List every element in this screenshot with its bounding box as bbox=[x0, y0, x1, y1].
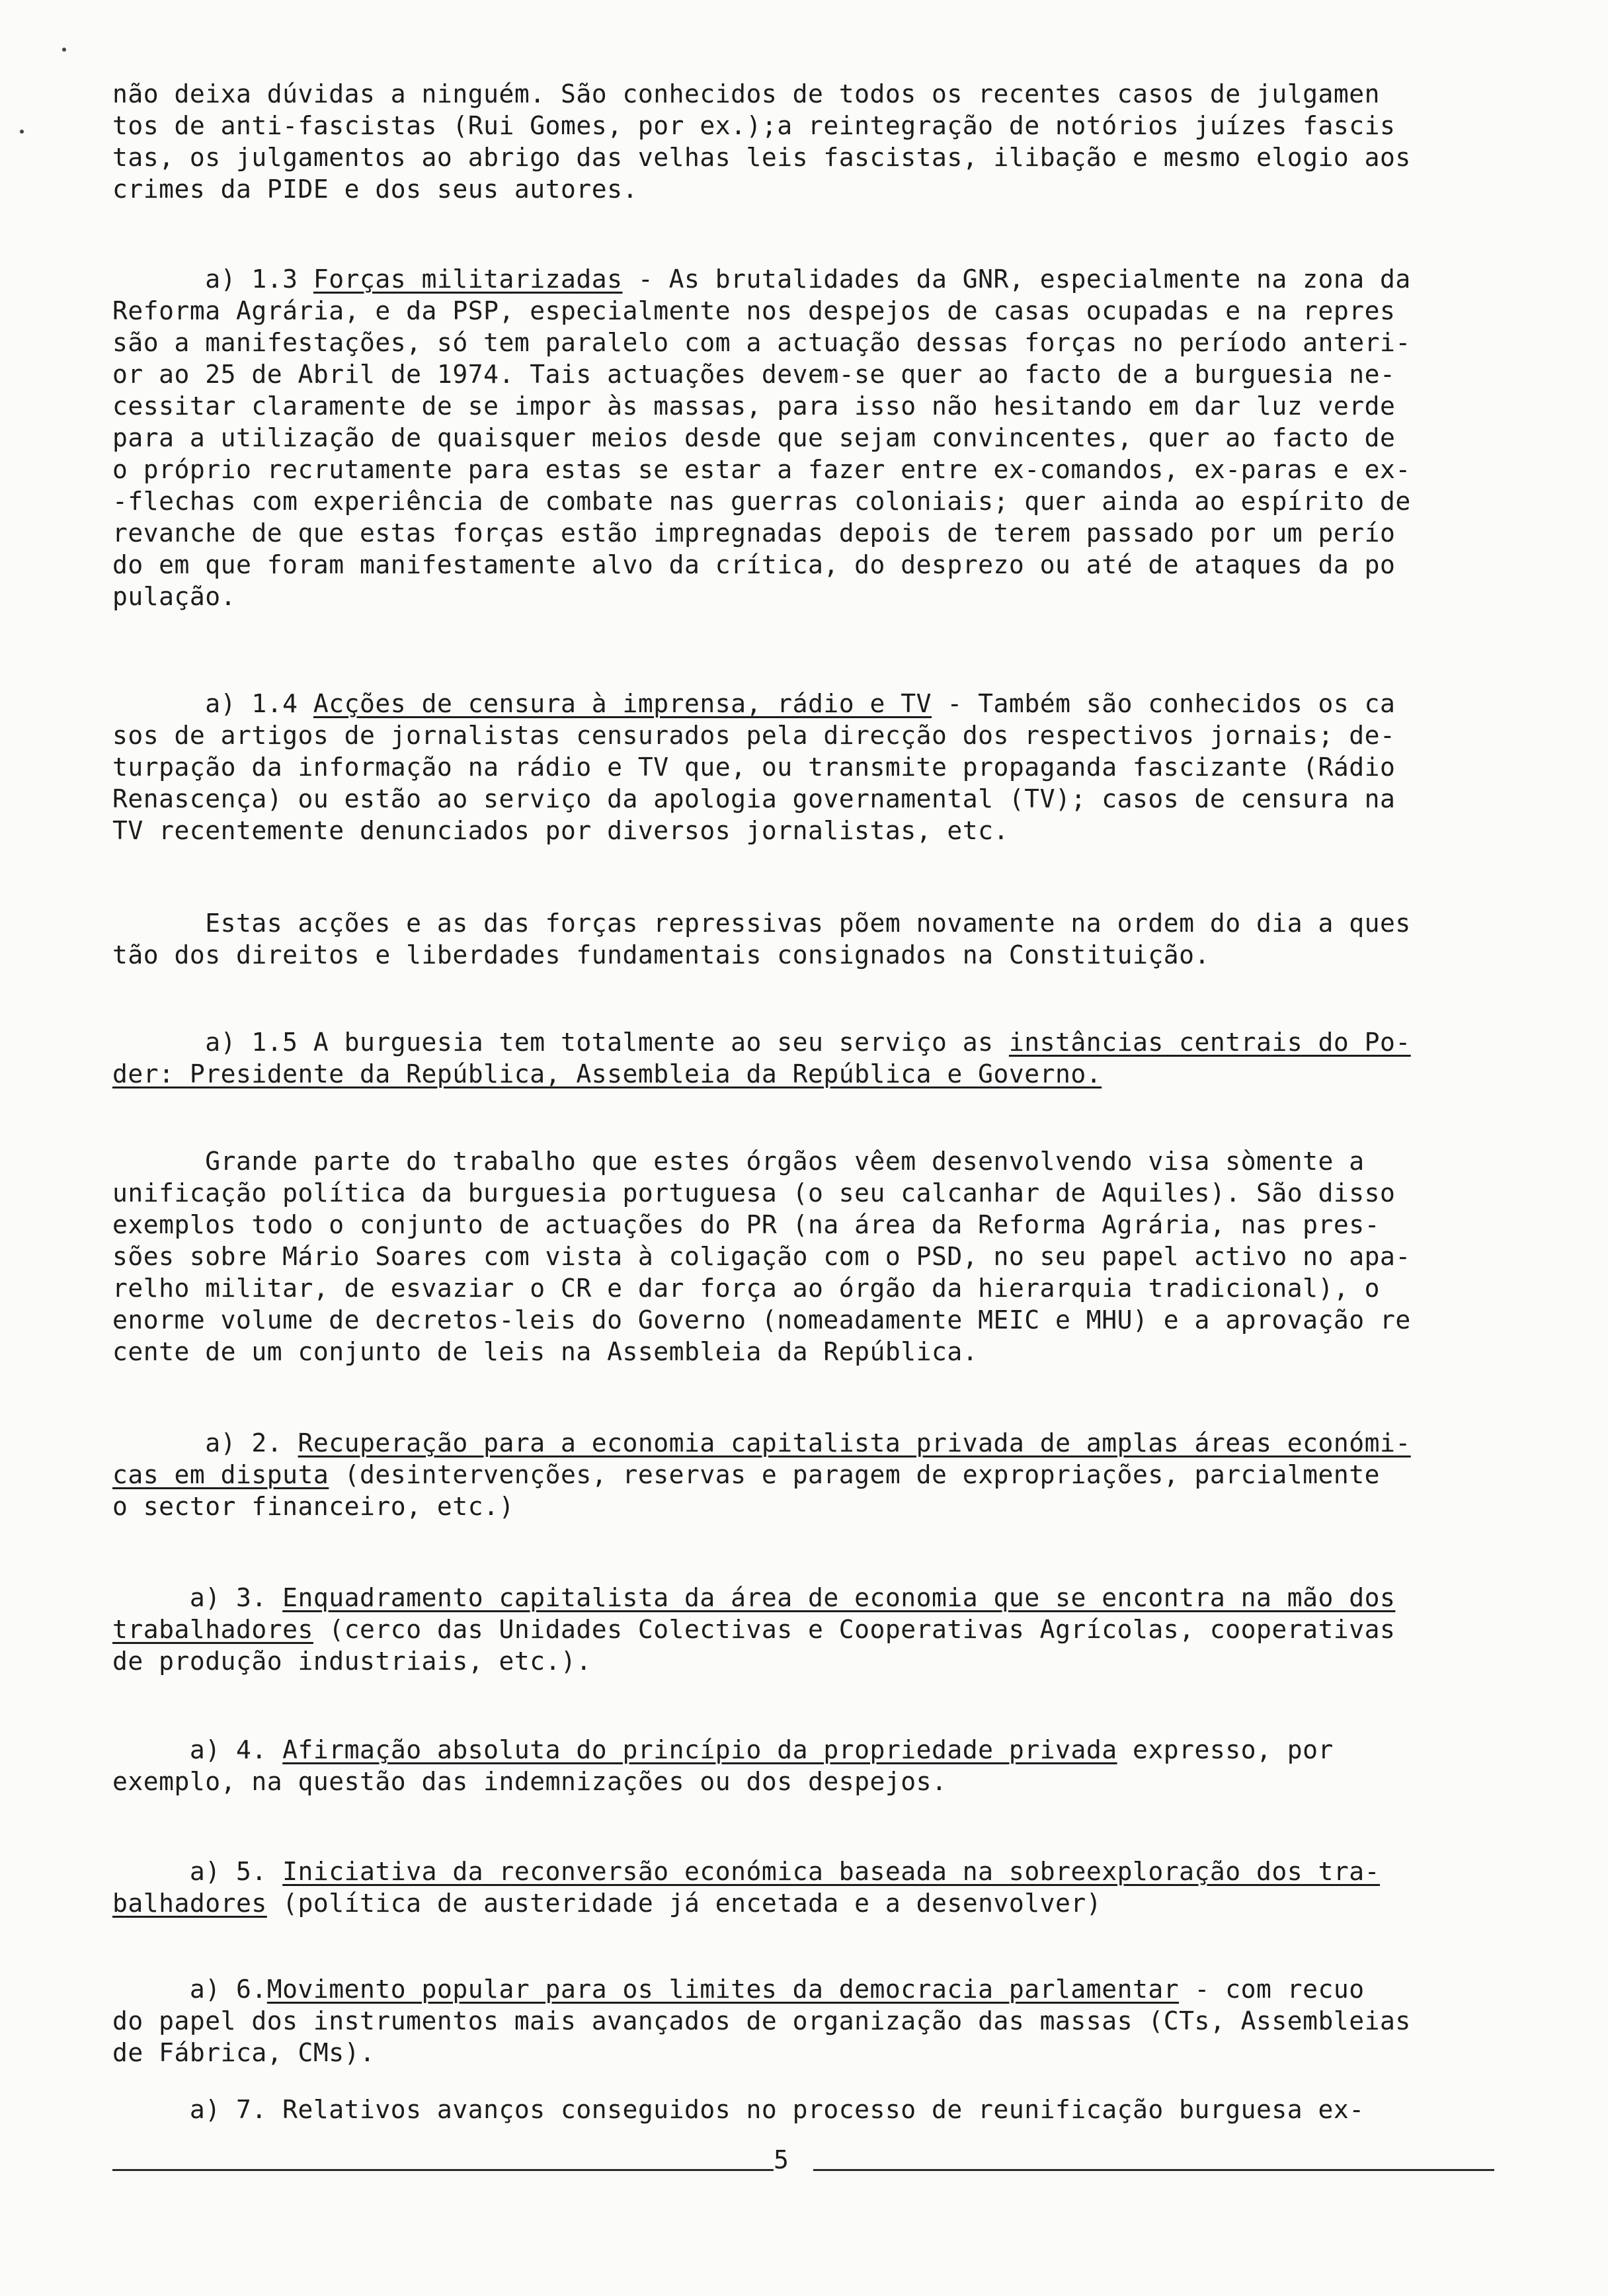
text-line: de produção industriais, etc.). bbox=[112, 1647, 592, 1676]
text-line: a) 7. Relativos avanços conseguidos no processo de reunificação burguesa ex- bbox=[112, 2095, 1365, 2124]
section-lead-text: a) 1.5 A burguesia tem totalmente ao seu serviço as bbox=[112, 1028, 1009, 1057]
text-line: Renascença) ou estão ao serviço da apologia governamental (TV); casos de censura na bbox=[112, 784, 1396, 813]
section-heading-line bbox=[112, 1026, 1494, 1058]
paragraph-estas-accoes bbox=[112, 907, 1494, 971]
text-line: para a utilização de quaisquer meios desde que sejam convincentes, quer ao facto de bbox=[112, 423, 1396, 452]
text-line: são a manifestações, só tem paralelo com a actuação dessas forças no período anteri- bbox=[112, 328, 1411, 357]
section-title: Afirmação absoluta do princípio da propriedade privada bbox=[282, 1735, 1117, 1764]
text-line bbox=[112, 1459, 1494, 1491]
section-title-continuation: cas em disputa bbox=[112, 1460, 329, 1489]
text-line: o próprio recrutamente para estas se estar a fazer entre ex-comandos, ex-paras e ex- bbox=[112, 455, 1411, 484]
section-1-5 bbox=[112, 1026, 1494, 1090]
text-line: sos de artigos de jornalistas censurados pela direcção dos respectivos jornais; de- bbox=[112, 721, 1396, 750]
text-line: or ao 25 de Abril de 1974. Tais actuações devem-se quer ao facto de a burguesia ne- bbox=[112, 360, 1396, 389]
text-line: Grande parte do trabalho que estes órgãos vêem desenvolvendo visa sòmente a bbox=[112, 1147, 1365, 1176]
section-4 bbox=[112, 1734, 1494, 1797]
section-title: Recuperação para a economia capitalista privada de amplas áreas económi- bbox=[298, 1428, 1411, 1457]
section-title-continuation: der: Presidente da República, Assembleia da República e Governo. bbox=[112, 1059, 1102, 1088]
section-heading-line bbox=[112, 1582, 1494, 1614]
text-line: revanche de que estas forças estão impregnadas depois de terem passado por um perío bbox=[112, 518, 1396, 548]
text-line: exemplo, na questão das indemnizações ou dos despejos. bbox=[112, 1767, 947, 1796]
section-title: Forças militarizadas bbox=[313, 265, 623, 294]
text-line: relho militar, de esvaziar o CR e dar força ao órgão da hierarquia tradicional), o bbox=[112, 1274, 1380, 1303]
text-line: pulação. bbox=[112, 582, 237, 611]
section-7 bbox=[112, 2094, 1494, 2125]
section-6 bbox=[112, 1973, 1494, 2069]
section-number: a) 1.4 bbox=[112, 689, 313, 718]
text-line: o sector financeiro, etc.) bbox=[112, 1492, 514, 1521]
section-lead-text: (política de austeridade já encetada e a desenvolver) bbox=[266, 1889, 1102, 1918]
text-line: Estas acções e as das forças repressivas põem novamente na ordem do dia a ques bbox=[112, 909, 1411, 938]
section-5 bbox=[112, 1856, 1494, 1919]
text-line: crimes da PIDE e dos seus autores. bbox=[112, 175, 638, 204]
section-lead-text: expresso, por bbox=[1117, 1735, 1334, 1764]
section-title: Acções de censura à imprensa, rádio e TV bbox=[313, 689, 932, 718]
text-line: turpação da informação na rádio e TV que, ou transmite propaganda fascizante (Rádio bbox=[112, 753, 1396, 782]
text-line: exemplos todo o conjunto de actuações do PR (na área da Reforma Agrária, nas pres- bbox=[112, 1210, 1380, 1239]
section-number: a) 6. bbox=[112, 1975, 267, 2004]
paragraph-grande-parte bbox=[112, 1145, 1494, 1368]
text-line: -flechas com experiência de combate nas guerras coloniais; quer ainda ao espírito de bbox=[112, 487, 1411, 516]
footer-rule-left bbox=[112, 2169, 774, 2171]
text-line bbox=[112, 1614, 1494, 1645]
text-line: TV recentemente denunciados por diversos jornalistas, etc. bbox=[112, 816, 1009, 845]
section-number: a) 1.3 bbox=[112, 265, 313, 294]
section-lead-text: - As brutalidades da GNR, especialmente na zona da bbox=[622, 265, 1411, 294]
footer-rule-right bbox=[813, 2169, 1494, 2171]
section-number: a) 3. bbox=[112, 1583, 283, 1612]
opening-paragraph bbox=[112, 78, 1494, 205]
text-line: tas, os julgamentos ao abrigo das velhas leis fascistas, ilibação e mesmo elogio aos bbox=[112, 143, 1411, 172]
section-title-continuation: balhadores bbox=[112, 1889, 267, 1918]
text-line: unificação política da burguesia portuguesa (o seu calcanhar de Aquiles). São disso bbox=[112, 1178, 1396, 1208]
section-heading-line bbox=[112, 1427, 1494, 1459]
section-title: instâncias centrais do Po- bbox=[1008, 1028, 1411, 1057]
section-number: a) 2. bbox=[112, 1428, 298, 1457]
section-heading-line bbox=[112, 1734, 1494, 1766]
section-title-continuation: trabalhadores bbox=[112, 1615, 313, 1644]
text-line: não deixa dúvidas a ninguém. São conhecidos de todos os recentes casos de julgamen bbox=[112, 79, 1380, 108]
section-heading-line bbox=[112, 263, 1494, 295]
section-lead-text: (cerco das Unidades Colectivas e Cooperativas Agrícolas, cooperativas bbox=[313, 1615, 1396, 1644]
section-title: Movimento popular para os limites da democracia parlamentar bbox=[266, 1975, 1180, 2004]
text-line: de Fábrica, CMs). bbox=[112, 2038, 376, 2067]
scan-speck bbox=[20, 130, 24, 134]
text-line: sões sobre Mário Soares com vista à coligação com o PSD, no seu papel activo no apa- bbox=[112, 1242, 1411, 1271]
section-1-4 bbox=[112, 688, 1494, 846]
text-line: Reforma Agrária, e da PSP, especialmente nos despejos de casas ocupadas e na repres bbox=[112, 296, 1396, 325]
text-line: tos de anti-fascistas (Rui Gomes, por ex.);a reintegração de notórios juízes fascis bbox=[112, 111, 1396, 140]
section-heading-line bbox=[112, 688, 1494, 719]
text-line: tão dos direitos e liberdades fundamentais consignados na Constituição. bbox=[112, 940, 1210, 969]
text-line: enorme volume de decretos-leis do Governo (nomeadamente MEIC e MHU) e a aprovação re bbox=[112, 1305, 1411, 1334]
section-lead-text: - Também são conhecidos os ca bbox=[932, 689, 1396, 718]
section-heading-line bbox=[112, 1856, 1494, 1887]
section-number: a) 5. bbox=[112, 1857, 283, 1886]
section-3 bbox=[112, 1582, 1494, 1677]
scan-speck bbox=[62, 48, 66, 52]
text-line: cente de um conjunto de leis na Assembleia da República. bbox=[112, 1337, 979, 1366]
section-title: Iniciativa da reconversão económica baseada na sobreexploração dos tra- bbox=[282, 1857, 1381, 1886]
text-line bbox=[112, 1887, 1494, 1919]
text-line: cessitar claramente de se impor às massas, para isso não hesitando em dar luz verde bbox=[112, 391, 1396, 421]
section-1-3 bbox=[112, 263, 1494, 612]
text-line: do papel dos instrumentos mais avançados de organização das massas (CTs, Assembleias bbox=[112, 2006, 1411, 2035]
section-lead-text: - com recuo bbox=[1179, 1975, 1365, 2004]
section-heading-line bbox=[112, 1973, 1494, 2005]
section-title: Enquadramento capitalista da área de economia que se encontra na mão dos bbox=[282, 1583, 1396, 1612]
page-number: 5 bbox=[774, 2145, 789, 2174]
section-number: a) 4. bbox=[112, 1735, 283, 1764]
section-lead-text: (desintervenções, reservas e paragem de expropriações, parcialmente bbox=[329, 1460, 1380, 1489]
section-2 bbox=[112, 1427, 1494, 1522]
text-line: do em que foram manifestamente alvo da crítica, do desprezo ou até de ataques da po bbox=[112, 550, 1396, 579]
